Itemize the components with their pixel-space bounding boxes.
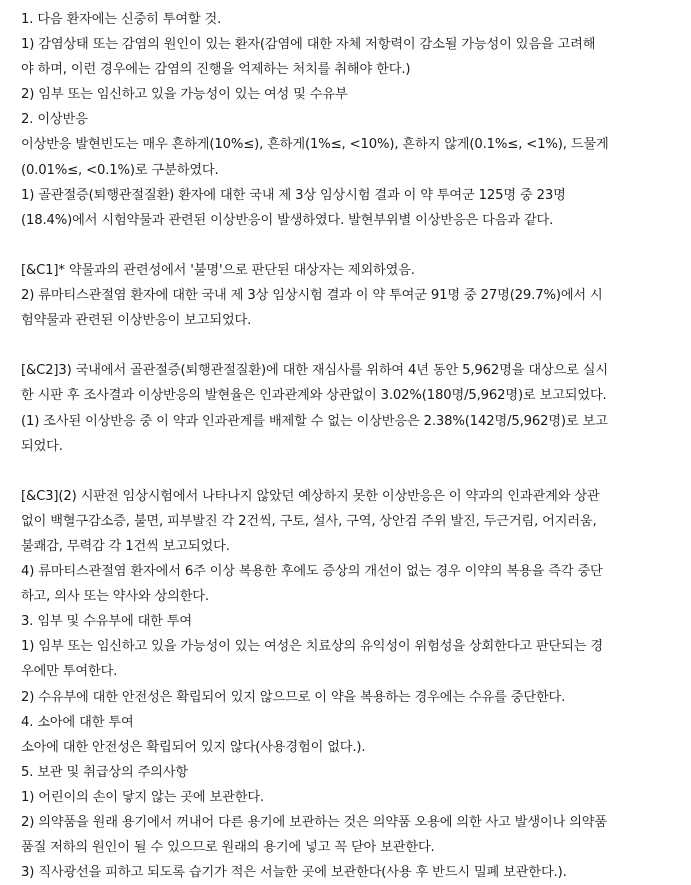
text-line: 하고, 의사 또는 약사와 상의한다. — [21, 589, 209, 605]
text-line: 2) 류마티스관절염 환자에 대한 국내 제 3상 임상시험 결과 이 약 투여군 91명 중 27명(29.7%)에서 시 — [21, 288, 603, 304]
text-line: 2. 이상반응 — [21, 112, 88, 128]
text-line: 품질 저하의 원인이 될 수 있으므로 원래의 용기에 넣고 꼭 닫아 보관한다. — [21, 840, 435, 856]
text-line: 1. 다음 환자에는 신중히 투여할 것. — [21, 12, 222, 27]
text-line: 1) 임부 또는 임신하고 있을 가능성이 있는 여성은 치료상의 유익성이 위험성을 상회한다고 판단되는 경 — [21, 639, 603, 655]
text-line: 이상반응 발현빈도는 매우 흔하게(10%≤), 흔하게(1%≤, <10%), 흔하지 않게(0.1%≤, <1%), 드물게 — [21, 137, 609, 153]
text-line: 5. 보관 및 취급상의 주의사항 — [21, 764, 188, 780]
text-line: 2) 의약품을 원래 용기에서 꺼내어 다른 용기에 보관하는 것은 의약품 오용에 의한 사고 발생이나 의약품 — [21, 815, 607, 830]
text-line: 우에만 투여한다. — [21, 664, 118, 680]
text-line: 불쾌감, 무력감 각 1건씩 보고되었다. — [21, 538, 230, 554]
blank-line — [21, 233, 670, 258]
text-line: [&C2]3) 국내에서 골관절증(퇴행관절질환)에 대한 재심사를 위하여 4년 동안 5,962명을 대상으로 실시 — [21, 363, 608, 379]
text-line: 없이 백혈구감소증, 불면, 피부발진 각 2건씩, 구토, 설사, 구역, 상안검 주위 발진, 두근거림, 어지러움, — [21, 513, 597, 529]
text-line: 4) 류마티스관절염 환자에서 6주 이상 복용한 후에도 증상의 개선이 없는 경우 이약의 복용을 즉각 중단 — [21, 564, 603, 580]
blank-line — [21, 333, 670, 358]
text-line: (0.01%≤, <0.1%)로 구분하였다. — [21, 162, 219, 178]
text-line: 험약물과 관련된 이상반응이 보고되었다. — [21, 313, 252, 329]
text-line: [&C3](2) 시판전 임상시험에서 나타나지 않았던 예상하지 못한 이상반응은 이 약과의 인과관계와 상관 — [21, 488, 600, 504]
text-line: 2) 임부 또는 임신하고 있을 가능성이 있는 여성 및 수유부 — [21, 87, 348, 103]
text-line: 되었다. — [21, 438, 63, 454]
text-line: 3) 직사광선을 피하고 되도록 습기가 적은 서늘한 곳에 보관한다(사용 후 반드시 밀폐 보관한다.). — [21, 865, 567, 881]
text-line: (18.4%)에서 시험약물과 관련된 이상반응이 발생하였다. 발현부위별 이상반응은 다음과 같다. — [21, 212, 554, 228]
text-line: 야 하며, 이런 경우에는 감염의 진행을 억제하는 처치를 취해야 한다.) — [21, 62, 411, 78]
blank-line — [21, 459, 670, 484]
text-line: 3. 임부 및 수유부에 대한 투여 — [21, 614, 192, 630]
text-line: 2) 수유부에 대한 안전성은 확립되어 있지 않으므로 이 약을 복용하는 경우에는 수유를 중단한다. — [21, 689, 566, 705]
text-line: 한 시판 후 조사결과 이상반응의 발현율은 인과관계와 상관없이 3.02%(180명/5,962명)로 보고되었다. — [21, 388, 607, 404]
text-line: 1) 골관절증(퇴행관절질환) 환자에 대한 국내 제 3상 임상시험 결과 이 약 투여군 125명 중 23명 — [21, 187, 566, 203]
text-line: (1) 조사된 이상반응 중 이 약과 인과관계를 배제할 수 없는 이상반응은 2.38%(142명/5,962명)로 보고 — [21, 413, 608, 429]
text-line: 1) 감염상태 또는 감염의 원인이 있는 환자(감염에 대한 자체 저항력이 감소될 가능성이 있음을 고려해 — [21, 37, 596, 53]
text-line: 소아에 대한 안전성은 확립되어 있지 않다(사용경험이 없다.). — [21, 739, 366, 755]
text-line: 4. 소아에 대한 투여 — [21, 714, 134, 730]
text-line: [&C1]* 약물과의 관련성에서 '불명'으로 판단된 대상자는 제외하였음. — [21, 262, 415, 278]
text-line: 1) 어린이의 손이 닿지 않는 곳에 보관한다. — [21, 789, 264, 805]
